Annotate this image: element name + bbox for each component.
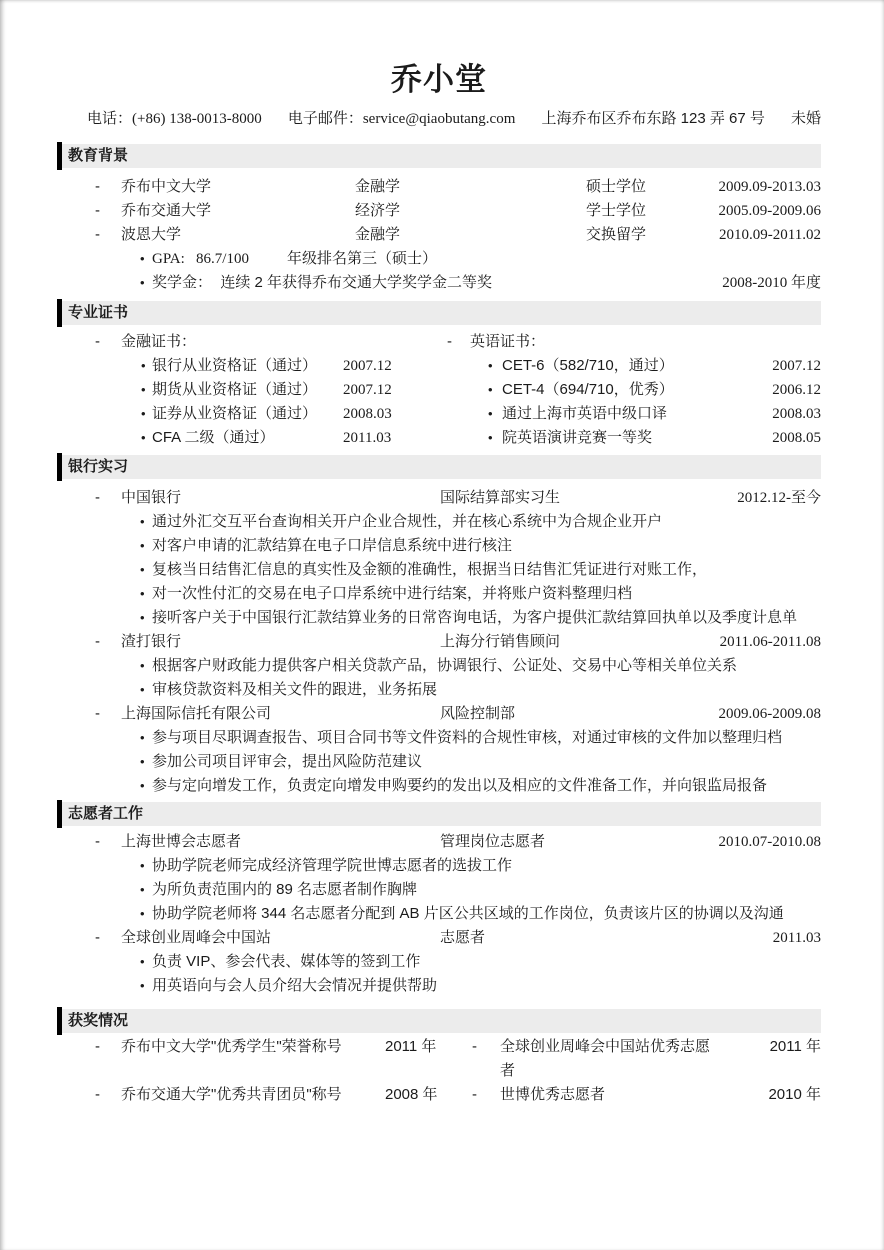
certificate-name: 期货从业资格证（通过） [152, 381, 318, 398]
job-bullet [57, 750, 821, 774]
school-name: 波恩大学 [121, 226, 182, 243]
certificate-item [447, 426, 821, 450]
dash-marker [95, 199, 121, 223]
bullet-text: 复核当日结售汇信息的真实性及金额的准确性，根据当日结售汇凭证进行对账工作， [152, 561, 708, 578]
section-education [57, 144, 821, 295]
job-bullet [57, 678, 821, 702]
job-bullet [57, 558, 821, 582]
job-bullet [57, 510, 821, 534]
volunteer-period: 2010.07-2010.08 [718, 834, 821, 850]
bullet-marker [141, 402, 152, 426]
certificate-name: 院英语演讲竞赛一等奖 [502, 429, 653, 446]
contact-marital-status: 未婚 [790, 110, 821, 127]
certificate-date: 2007.12 [772, 358, 821, 374]
award-item [447, 1035, 821, 1083]
award-name: 乔布交通大学"优秀共青团员"称号 [121, 1086, 342, 1103]
certificate-name: CET-4（694/710，优秀） [502, 381, 674, 398]
certificates-group-label [57, 330, 447, 354]
award-name: 全球创业周峰会中国站优秀志愿者 [500, 1038, 711, 1079]
scholarship-row [57, 271, 821, 295]
major: 金融学 [355, 226, 401, 243]
award-year: 2011 年 [385, 1038, 437, 1055]
dash-marker [95, 926, 121, 950]
major: 金融学 [355, 178, 401, 195]
certificate-name: 通过上海市英语中级口译 [502, 405, 668, 422]
section-header-awards: 获奖情况 [57, 1009, 821, 1033]
bullet-text: 参与项目尽职调查报告、项目合同书等文件资料的合规性审核，对通过审核的文件加以整理归档 [152, 729, 783, 746]
bullet-text: 用英语向与会人员介绍大会情况并提供帮助 [152, 977, 438, 994]
school-name: 乔布中文大学 [121, 178, 212, 195]
certificate-item [57, 426, 447, 450]
awards-body [57, 1035, 821, 1107]
bullet-marker [140, 774, 152, 798]
certificate-item [57, 354, 447, 378]
contact-address: 上海乔布区乔布东路 123 弄 67 号 [541, 110, 765, 127]
section-volunteer [57, 802, 821, 998]
certificate-item [447, 402, 821, 426]
dash-marker [95, 630, 121, 654]
school-name: 乔布交通大学 [121, 202, 212, 219]
job-role: 风险控制部 [440, 705, 516, 722]
education-row [57, 175, 821, 199]
bullet-text: 协助学院老师完成经济管理学院世博志愿者的选拔工作 [152, 857, 513, 874]
period: 2010.09-2011.02 [719, 227, 821, 243]
email-value: service@qiaobutang.com [362, 111, 516, 127]
awards-right-column [447, 1035, 821, 1107]
bullet-marker [488, 426, 502, 450]
section-header-internship: 银行实习 [57, 455, 821, 479]
certificate-name: CFA 二级（通过） [152, 429, 275, 446]
certificate-name: CET-6（582/710，通过） [502, 357, 674, 374]
bullet-marker [140, 750, 152, 774]
bullet-text: 参与定向增发工作，负责定向增发申购要约的发出以及相应的文件准备工作，并向银监局报备 [152, 777, 768, 794]
award-year: 2010 年 [768, 1086, 821, 1103]
dash-marker [95, 830, 121, 854]
dash-marker [447, 330, 470, 354]
degree: 硕士学位 [586, 178, 647, 195]
bullet-text: 接听客户关于中国银行汇款结算业务的日常咨询电话，为客户提供汇款结算回执单以及季度计息单 [152, 609, 798, 626]
award-year: 2011 年 [769, 1038, 821, 1055]
section-header-volunteer: 志愿者工作 [57, 802, 821, 826]
volunteer-bullet [57, 950, 821, 974]
education-row [57, 223, 821, 247]
contact-email [288, 109, 516, 129]
gpa-value: GPA: 86.7/100 [152, 251, 249, 267]
contact-row [57, 109, 821, 129]
degree: 学士学位 [586, 202, 647, 219]
section-awards [57, 1009, 821, 1107]
job-period: 2012.12-至今 [737, 490, 821, 506]
education-row [57, 199, 821, 223]
page-title: 乔小堂 [391, 62, 487, 97]
major: 经济学 [355, 202, 401, 219]
bullet-marker [140, 558, 152, 582]
bullet-marker [488, 378, 502, 402]
dash-marker [95, 702, 121, 726]
volunteer-role: 志愿者 [440, 929, 486, 946]
internship-body [57, 486, 821, 798]
bullet-text: 为所负责范围内的 89 名志愿者制作胸牌 [152, 881, 418, 898]
bullet-marker [140, 902, 152, 926]
job-role: 上海分行销售顾问 [440, 633, 561, 650]
organization-name: 上海世博会志愿者 [121, 833, 242, 850]
certificate-date: 2008.05 [772, 430, 821, 446]
bullet-text: 参加公司项目评审会，提出风险防范建议 [152, 753, 423, 770]
certificate-name: 银行从业资格证（通过） [152, 357, 318, 374]
certificates-group-label [447, 330, 821, 354]
bullet-marker [140, 878, 152, 902]
bullet-text: 对客户申请的汇款结算在电子口岸信息系统中进行核注 [152, 537, 513, 554]
award-item [57, 1083, 447, 1107]
job-bullet [57, 654, 821, 678]
bullet-text: 通过外汇交互平台查询相关开户企业合规性，并在核心系统中为合规企业开户 [152, 513, 663, 530]
gpa-row [57, 247, 821, 271]
bullet-marker [140, 582, 152, 606]
company-name: 中国银行 [121, 489, 182, 506]
phone-value: (+86) 138-0013-8000 [132, 111, 262, 127]
certificates-body [57, 330, 821, 450]
volunteer-role: 管理岗位志愿者 [440, 833, 546, 850]
job-row [57, 702, 821, 726]
dash-marker [472, 1083, 500, 1107]
bullet-text: 协助学院老师将 344 名志愿者分配到 AB 片区公共区域的工作岗位，负责该片区的协调以及沟通 [152, 905, 784, 922]
bullet-marker [141, 354, 152, 378]
certificate-date: 2007.12 [343, 382, 392, 398]
scholarship-period: 2008-2010 年度 [722, 275, 821, 291]
bullet-marker [140, 654, 152, 678]
dash-marker [95, 223, 121, 247]
award-item [447, 1083, 821, 1107]
job-row [57, 630, 821, 654]
bullet-text: 负责 VIP、参会代表、媒体等的签到工作 [152, 953, 421, 970]
award-name: 世博优秀志愿者 [500, 1086, 606, 1103]
dash-marker [95, 330, 121, 354]
phone-label: 电话： [87, 110, 133, 127]
certificate-item [57, 402, 447, 426]
bullet-marker [140, 247, 152, 271]
bullet-marker [140, 678, 152, 702]
award-item [57, 1035, 447, 1083]
group-label: 金融证书： [121, 333, 197, 350]
certificates-finance-column [57, 330, 447, 450]
section-header-certificates: 专业证书 [57, 301, 821, 325]
section-header-education: 教育背景 [57, 144, 821, 168]
volunteer-bullet [57, 854, 821, 878]
volunteer-row [57, 926, 821, 950]
dash-marker [95, 175, 121, 199]
bullet-marker [140, 271, 152, 295]
job-period: 2011.06-2011.08 [719, 634, 821, 650]
section-certificates [57, 301, 821, 450]
group-label: 英语证书： [470, 333, 546, 350]
contact-phone [87, 109, 262, 129]
bullet-marker [141, 426, 152, 450]
certificate-date: 2006.12 [772, 382, 821, 398]
job-bullet [57, 726, 821, 750]
period: 2009.09-2013.03 [718, 179, 821, 195]
bullet-marker [140, 854, 152, 878]
dash-marker [472, 1035, 500, 1059]
job-period: 2009.06-2009.08 [718, 706, 821, 722]
bullet-marker [140, 606, 152, 630]
volunteer-bullet [57, 878, 821, 902]
bullet-marker [141, 378, 152, 402]
education-body [57, 175, 821, 295]
certificate-date: 2008.03 [772, 406, 821, 422]
job-bullet [57, 582, 821, 606]
period: 2005.09-2009.06 [718, 203, 821, 219]
dash-marker [95, 486, 121, 510]
certificate-item [447, 378, 821, 402]
volunteer-bullet [57, 974, 821, 998]
bullet-text: 对一次性付汇的交易在电子口岸系统中进行结案，并将账户资料整理归档 [152, 585, 633, 602]
certificate-item [447, 354, 821, 378]
email-label: 电子邮件： [287, 110, 363, 127]
company-name: 渣打银行 [121, 633, 182, 650]
organization-name: 全球创业周峰会中国站 [121, 929, 272, 946]
volunteer-period: 2011.03 [772, 930, 821, 946]
bullet-marker [140, 510, 152, 534]
certificate-date: 2011.03 [343, 430, 392, 446]
volunteer-bullet [57, 902, 821, 926]
certificate-item [57, 378, 447, 402]
awards-left-column [57, 1035, 447, 1107]
bullet-text: 审核贷款资料及相关文件的跟进，业务拓展 [152, 681, 438, 698]
class-rank: 年级排名第三（硕士） [287, 250, 438, 267]
certificate-date: 2008.03 [343, 406, 392, 422]
job-bullet [57, 534, 821, 558]
bullet-marker [488, 402, 502, 426]
bullet-marker [140, 726, 152, 750]
job-bullet [57, 606, 821, 630]
bullet-text: 根据客户财政能力提供客户相关贷款产品，协调银行、公证处、交易中心等相关单位关系 [152, 657, 738, 674]
certificate-name: 证券从业资格证（通过） [152, 405, 318, 422]
bullet-marker [140, 950, 152, 974]
dash-marker [95, 1035, 121, 1059]
award-year: 2008 年 [385, 1086, 438, 1103]
volunteer-row [57, 830, 821, 854]
job-row [57, 486, 821, 510]
award-name: 乔布中文大学"优秀学生"荣誉称号 [121, 1038, 342, 1055]
certificate-date: 2007.12 [343, 358, 392, 374]
scholarship-text: 奖学金： 连续 2 年获得乔布交通大学奖学金二等奖 [152, 274, 493, 291]
bullet-marker [488, 354, 502, 378]
degree: 交换留学 [586, 226, 647, 243]
section-internship [57, 455, 821, 798]
company-name: 上海国际信托有限公司 [121, 705, 272, 722]
dash-marker [95, 1083, 121, 1107]
volunteer-body [57, 830, 821, 998]
certificates-english-column [447, 330, 821, 450]
bullet-marker [140, 534, 152, 558]
bullet-marker [140, 974, 152, 998]
job-role: 国际结算部实习生 [440, 489, 561, 506]
job-bullet [57, 774, 821, 798]
